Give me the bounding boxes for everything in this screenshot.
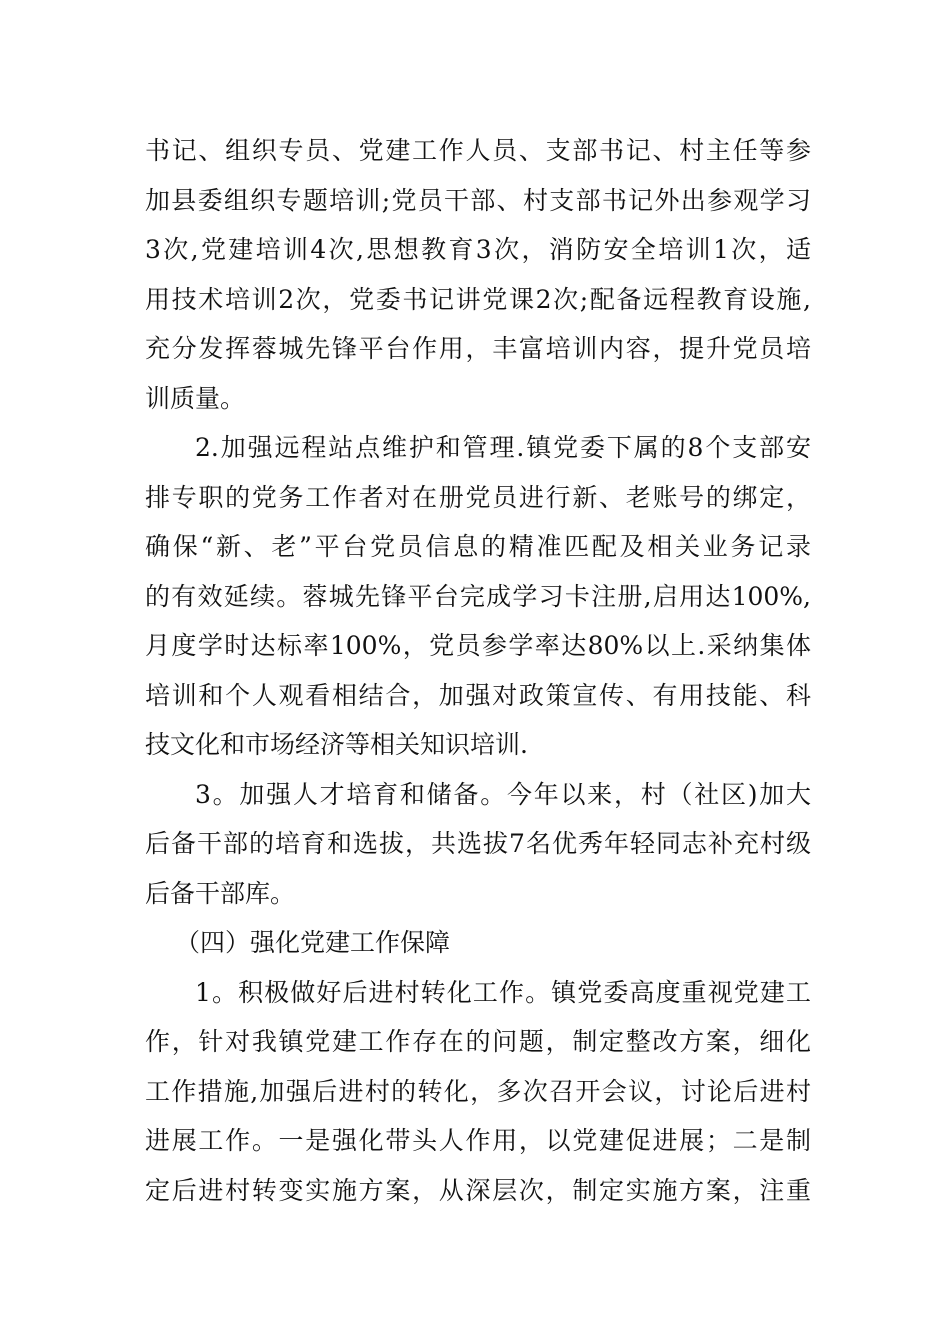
text-line: 确保“新、老”平台党员信息的精准匹配及相关业务记录 <box>145 532 811 561</box>
text-line: 月度学时达标率100%，党员参学率达80%以上.采纳集体 <box>145 631 811 660</box>
text-line: 定后进村转变实施方案，从深层次，制定实施方案，注重 <box>145 1175 811 1205</box>
text-line: 用技术培训2次，党委书记讲党课2次;配备远程教育设施, <box>145 284 811 314</box>
text-line: 3。加强人才培育和储备。今年以来，村（社区)加大 <box>195 779 811 809</box>
text-line: 工作措施,加强后进村的转化，多次召开会议，讨论后进村 <box>145 1076 811 1106</box>
text-line: 的有效延续。蓉城先锋平台完成学习卡注册,启用达100%, <box>145 581 811 611</box>
text-line: （四）强化党建工作保障 <box>175 928 451 957</box>
text-line: 培训和个人观看相结合，加强对政策宣传、有用技能、科 <box>145 680 811 710</box>
text-line: 后备干部库。 <box>145 878 296 908</box>
text-line: 书记、组织专员、党建工作人员、支部书记、村主任等参 <box>145 136 811 165</box>
text-line: 训质量。 <box>145 383 246 413</box>
text-line: 充分发挥蓉城先锋平台作用，丰富培训内容，提升党员培 <box>145 334 811 363</box>
text-line: 加县委组织专题培训;党员干部、村支部书记外出参观学习 <box>145 185 811 215</box>
text-line: 进展工作。一是强化带头人作用，以党建促进展；二是制 <box>145 1126 811 1155</box>
text-line: 1。积极做好后进村转化工作。镇党委高度重视党建工 <box>195 977 811 1007</box>
text-line: 技文化和市场经济等相关知识培训. <box>145 730 528 759</box>
body-text <box>145 126 811 1215</box>
text-line: 后备干部的培育和选拔，共选拔7名优秀年轻同志补充村级 <box>145 829 811 858</box>
text-line: 3次,党建培训4次,思想教育3次，消防安全培训1次，适 <box>145 235 811 264</box>
text-line: 排专职的党务工作者对在册党员进行新、老账号的绑定， <box>145 482 811 512</box>
text-line: 2.加强远程站点维护和管理.镇党委下属的8个支部安 <box>195 433 811 462</box>
text-line: 作，针对我镇党建工作存在的问题，制定整改方案，细化 <box>145 1027 811 1056</box>
